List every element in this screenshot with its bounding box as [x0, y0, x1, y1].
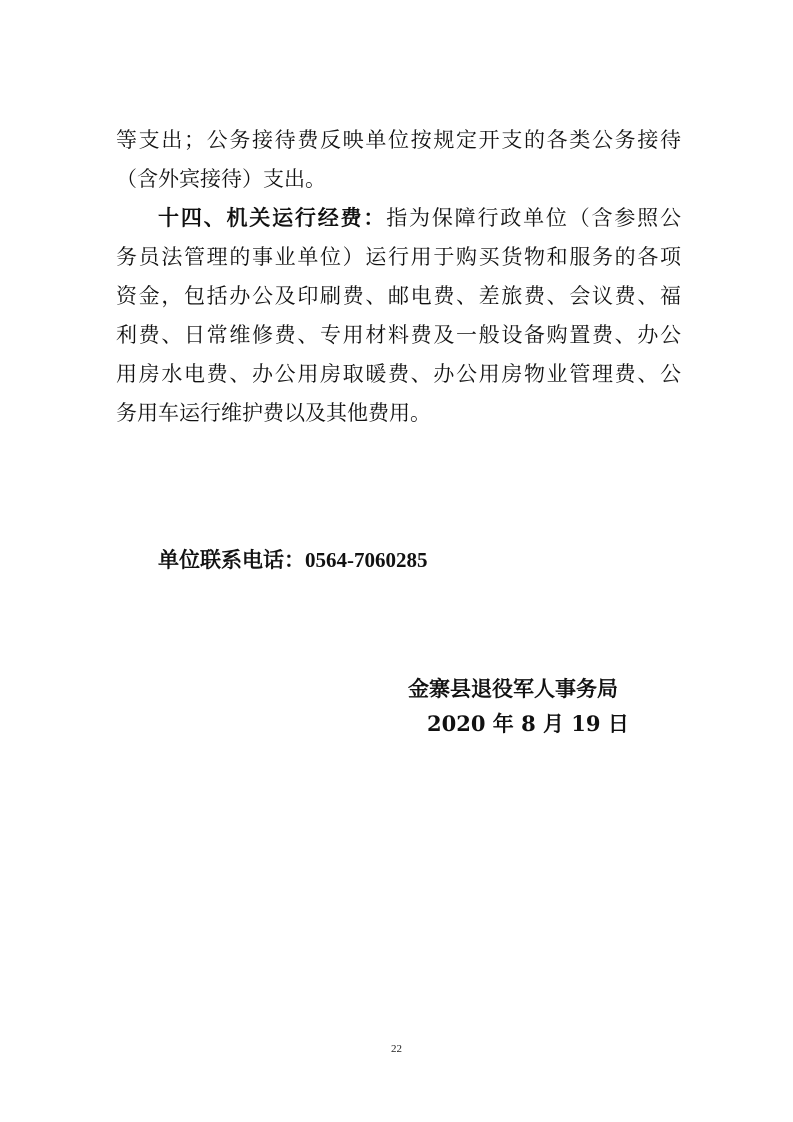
page-number: 22	[391, 1043, 402, 1055]
signature-organization: 金寨县退役军人事务局	[408, 676, 618, 701]
body-line-1: 等支出；公务接待费反映单位按规定开支的各类公务接待	[116, 128, 681, 152]
contact-phone-line	[158, 546, 428, 574]
body-line-6: 利费、日常维修费、专用材料费及一般设备购置费、办公	[116, 323, 681, 347]
section-14-first-line	[158, 204, 681, 232]
body-line-5: 资金，包括办公及印刷费、邮电费、差旅费、会议费、福	[116, 284, 681, 308]
contact-label: 单位联系电话：	[158, 547, 305, 572]
contact-phone-number: 0564-7060285	[305, 548, 428, 572]
section-first-line-text: 指为保障行政单位（含参照公	[386, 206, 682, 230]
section-heading: 十四、机关运行经费：	[158, 205, 387, 230]
body-line-2: （含外宾接待）支出。	[116, 167, 326, 191]
body-line-8: 务用车运行维护费以及其他费用。	[116, 401, 431, 425]
body-line-7: 用房水电费、办公用房取暖费、办公用房物业管理费、公	[116, 362, 681, 386]
signature-date: 2020 年 8 月 19 日	[427, 711, 629, 736]
body-line-4: 务员法管理的事业单位）运行用于购买货物和服务的各项	[116, 245, 681, 269]
